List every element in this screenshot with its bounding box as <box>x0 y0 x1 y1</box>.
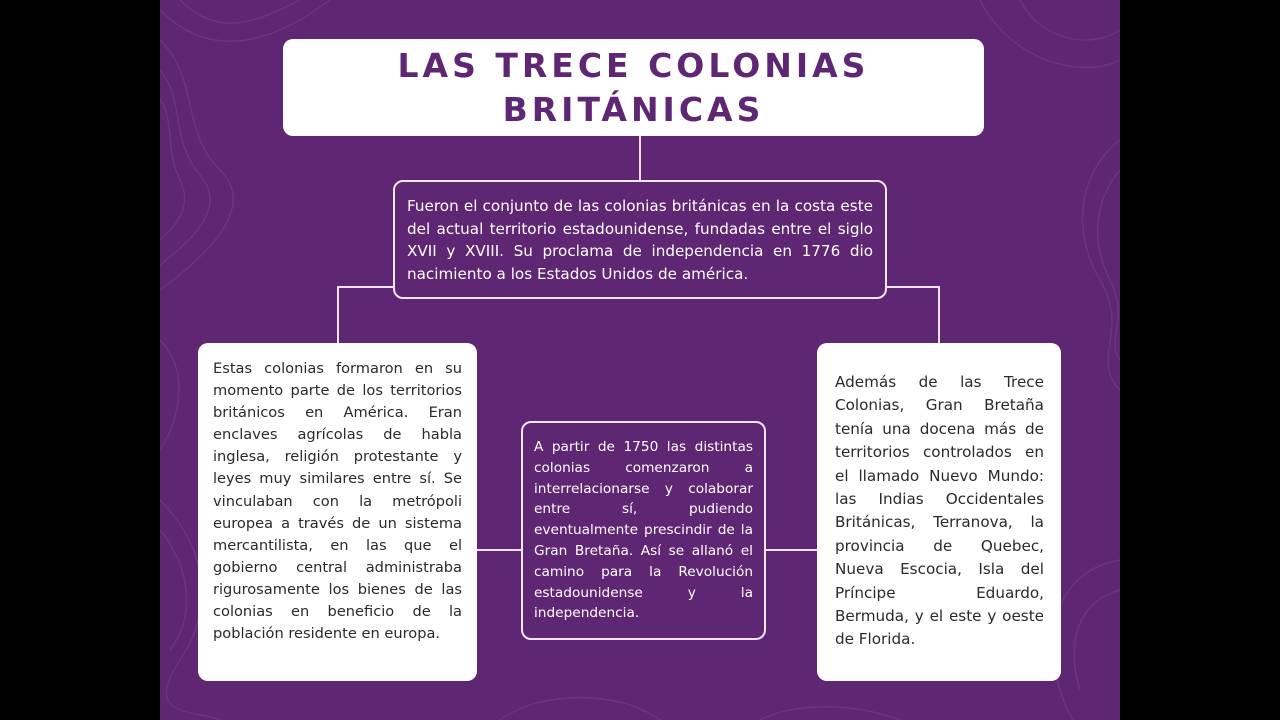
page-title: LAS TRECE COLONIAS BRITÁNICAS <box>397 45 870 129</box>
slide <box>160 0 1120 720</box>
interrelation-box: A partir de 1750 las distintas colonias comenzaron a interrelacionarse y colaborar entre sí, pudiendo eventualmente prescindir de la Gran Bretaña. Así se allanó el camino para la Revolución estadounidense y la independencia. <box>521 421 766 640</box>
title-box <box>283 39 984 136</box>
other-territories-box: Además de las Trece Colonias, Gran Bretaña tenía una docena más de territorios controlados en el llamado Nuevo Mundo: las Indias Occidentales Británicas, Terranova, la provincia de Quebec, Nueva Escocia, Isla del Príncipe Eduardo, Bermuda, y el este y oeste de Florida. <box>817 343 1061 681</box>
colonies-description-box: Estas colonias formaron en su momento parte de los territorios británicos en América. Eran enclaves agrícolas de habla inglesa, religión protestante y leyes muy similares entre sí. Se vinculaban con la metrópoli europea a través de un sistema mercantilista, en las que el gobierno central administraba rigurosamente los bienes de las colonias en beneficio de la población residente en europa. <box>198 343 477 681</box>
definition-box: Fueron el conjunto de las colonias británicas en la costa este del actual territorio estadounidense, fundadas entre el siglo XVII y XVIII. Su proclama de independencia en 1776 dio nacimiento a los Estados Unidos de américa. <box>393 180 887 299</box>
